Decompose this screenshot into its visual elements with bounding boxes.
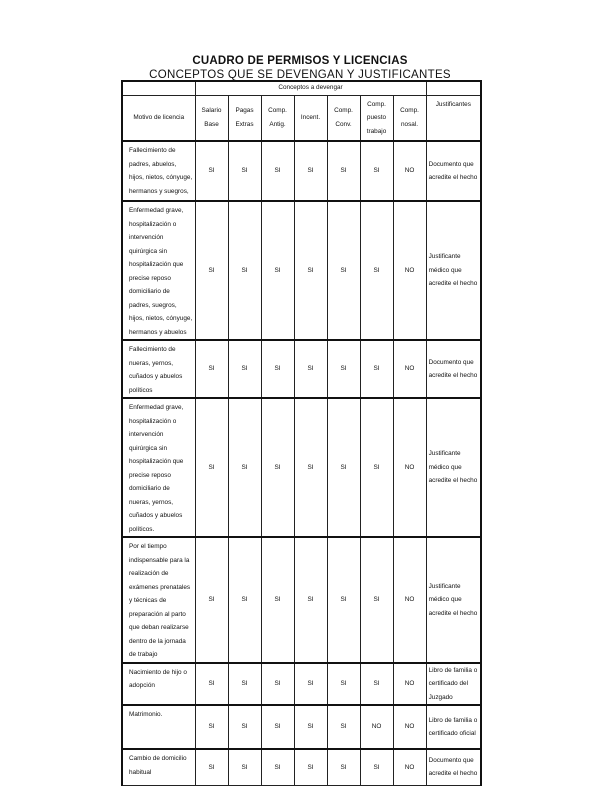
value-cell-comp-conv: SI (327, 201, 360, 340)
value-cell-comp-nosal: NO (393, 749, 426, 785)
value-cell-incent: SI (294, 537, 327, 663)
value-cell-incent: SI (294, 201, 327, 340)
value-cell-salario-base: SI (195, 663, 228, 706)
header-row (122, 95, 481, 141)
header-motivo: Motivo de licencia (122, 95, 195, 141)
value-cell-salario-base: SI (195, 705, 228, 749)
value-cell-incent: SI (294, 749, 327, 785)
value-cell-comp-puesto: NO (360, 705, 393, 749)
motivo-cell: Fallecimiento de padres, abuelos, hijos, nietos, cónyuge, hermanos y suegros, (122, 141, 195, 201)
value-cell-comp-nosal: NO (393, 663, 426, 706)
justificante-cell: Libro de familia o certificado del Juzgado (426, 663, 481, 706)
header-col-comp-puesto: Comp. puesto trabajo (360, 95, 393, 141)
value-cell-pagas-extras: SI (228, 340, 261, 398)
header-col-comp-antig: Comp. Antig. (261, 95, 294, 141)
value-cell-comp-antig: SI (261, 705, 294, 749)
header-group-row (122, 81, 481, 95)
value-cell-incent: SI (294, 141, 327, 201)
value-cell-salario-base: SI (195, 398, 228, 537)
value-cell-comp-conv: SI (327, 141, 360, 201)
value-cell-comp-puesto: SI (360, 340, 393, 398)
justificante-cell: Documento que acredite el hecho (426, 340, 481, 398)
value-cell-comp-conv: SI (327, 705, 360, 749)
value-cell-comp-conv: SI (327, 398, 360, 537)
justificante-cell: Justificante médico que acredite el hecho (426, 398, 481, 537)
value-cell-comp-puesto: SI (360, 201, 393, 340)
value-cell-salario-base: SI (195, 749, 228, 785)
motivo-cell: Enfermedad grave, hospitalización o intervención quirúrgica sin hospitalización que precise reposo domiciliario de nueras, yernos, cuñados y abuelos políticos. (122, 398, 195, 537)
motivo-cell: Matrimonio. (122, 705, 195, 749)
value-cell-comp-antig: SI (261, 340, 294, 398)
table-row (122, 340, 481, 398)
justificante-cell: Justificante médico que acredite el hecho (426, 537, 481, 663)
value-cell-incent: SI (294, 398, 327, 537)
value-cell-salario-base: SI (195, 201, 228, 340)
value-cell-pagas-extras: SI (228, 749, 261, 785)
value-cell-pagas-extras: SI (228, 705, 261, 749)
header-corner-right (426, 81, 481, 95)
value-cell-comp-nosal: NO (393, 340, 426, 398)
header-col-comp-nosal: Comp. nosal. (393, 95, 426, 141)
header-col-incent: Incent. (294, 95, 327, 141)
value-cell-comp-puesto: SI (360, 663, 393, 706)
value-cell-comp-antig: SI (261, 141, 294, 201)
motivo-cell: Fallecimiento de nueras, yernos, cuñados y abuelos políticos (122, 340, 195, 398)
value-cell-comp-nosal: NO (393, 537, 426, 663)
value-cell-comp-antig: SI (261, 201, 294, 340)
value-cell-comp-nosal: NO (393, 141, 426, 201)
value-cell-comp-conv: SI (327, 537, 360, 663)
value-cell-incent: SI (294, 705, 327, 749)
table-row (122, 201, 481, 340)
header-corner (122, 81, 195, 95)
value-cell-comp-antig: SI (261, 749, 294, 785)
header-group-label: Conceptos a devengar (195, 81, 426, 95)
justificante-cell: Justificante médico que acredite el hecho (426, 201, 481, 340)
justificante-cell: Documento que acredite el hecho (426, 141, 481, 201)
value-cell-comp-puesto: SI (360, 141, 393, 201)
table-row (122, 398, 481, 537)
value-cell-salario-base: SI (195, 340, 228, 398)
value-cell-pagas-extras: SI (228, 398, 261, 537)
value-cell-comp-puesto: SI (360, 398, 393, 537)
value-cell-comp-conv: SI (327, 340, 360, 398)
header-col-pagas-extras: Pagas Extras (228, 95, 261, 141)
permisos-table (121, 80, 482, 786)
value-cell-comp-antig: SI (261, 537, 294, 663)
table-row (122, 537, 481, 663)
motivo-cell: Por el tiempo indispensable para la realización de exámenes prenatales y técnicas de preparación al parto que deban realizarse dentro de la jornada de trabajo (122, 537, 195, 663)
table-row (122, 705, 481, 749)
motivo-cell: Enfermedad grave, hospitalización o intervención quirúrgica sin hospitalización que precise reposo domiciliario de padres, suegros, hijos, nietos, cónyuge, hermanos y abuelos (122, 201, 195, 340)
table-row (122, 663, 481, 706)
value-cell-pagas-extras: SI (228, 201, 261, 340)
document-title: CUADRO DE PERMISOS Y LICENCIAS (192, 55, 408, 67)
title-block (0, 54, 600, 82)
value-cell-comp-conv: SI (327, 749, 360, 785)
table-row (122, 141, 481, 201)
justificante-cell: Libro de familia o certificado oficial (426, 705, 481, 749)
value-cell-comp-antig: SI (261, 398, 294, 537)
value-cell-comp-puesto: SI (360, 749, 393, 785)
justificante-cell: Documento que acredite el hecho (426, 749, 481, 785)
motivo-cell: Nacimiento de hijo o adopción (122, 663, 195, 706)
value-cell-incent: SI (294, 663, 327, 706)
value-cell-pagas-extras: SI (228, 663, 261, 706)
header-col-comp-conv: Comp. Conv. (327, 95, 360, 141)
value-cell-pagas-extras: SI (228, 537, 261, 663)
value-cell-comp-puesto: SI (360, 537, 393, 663)
value-cell-salario-base: SI (195, 141, 228, 201)
header-justificantes: Justificantes (426, 95, 481, 141)
table-row (122, 749, 481, 785)
value-cell-comp-nosal: NO (393, 398, 426, 537)
value-cell-incent: SI (294, 340, 327, 398)
value-cell-comp-conv: SI (327, 663, 360, 706)
value-cell-comp-nosal: NO (393, 705, 426, 749)
motivo-cell: Cambio de domicilio habitual (122, 749, 195, 785)
value-cell-comp-nosal: NO (393, 201, 426, 340)
value-cell-salario-base: SI (195, 537, 228, 663)
document-subtitle: CONCEPTOS QUE SE DEVENGAN Y JUSTIFICANTES (149, 69, 451, 81)
header-col-salario-base: Salario Base (195, 95, 228, 141)
value-cell-comp-antig: SI (261, 663, 294, 706)
value-cell-pagas-extras: SI (228, 141, 261, 201)
